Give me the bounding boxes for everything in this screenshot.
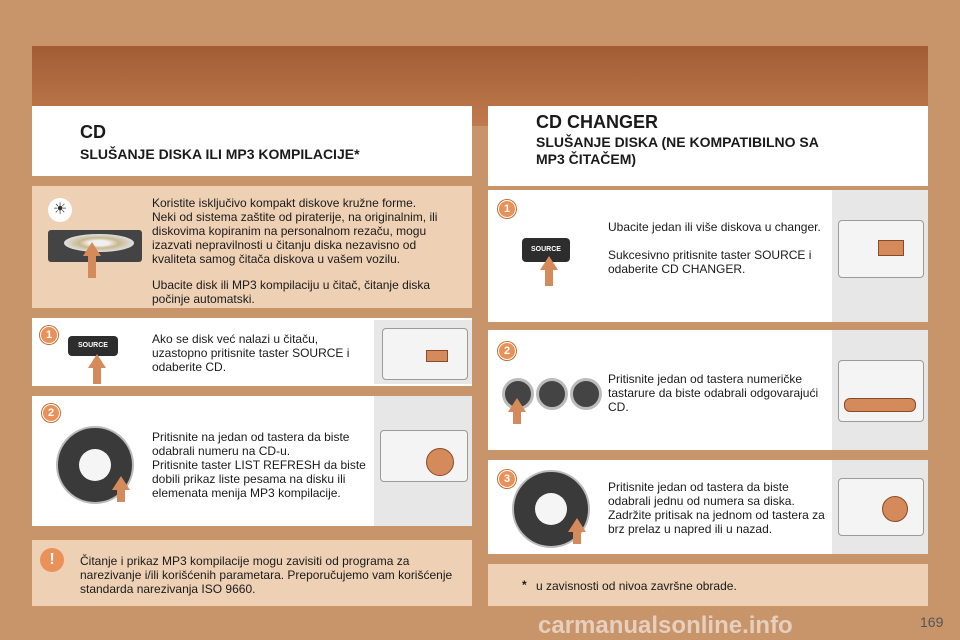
right-title: CD CHANGER <box>536 112 659 132</box>
press-arrow-stem <box>117 490 125 502</box>
press-arrow-icon <box>568 518 586 532</box>
press-arrow-icon <box>112 476 130 490</box>
press-arrow-stem <box>93 368 101 384</box>
step-number-badge: 1 <box>40 326 58 344</box>
source-key-highlight <box>878 240 904 256</box>
press-arrow-stem <box>545 270 553 286</box>
press-arrow-stem <box>513 412 521 424</box>
left-step-1-text: Ako se disk već nalazi u čitaču, uzastopno pritisnite taster SOURCE i odaberite CD. <box>152 332 350 374</box>
warning-panel <box>32 540 472 606</box>
right-step-3-panel <box>488 460 928 554</box>
right-header <box>488 106 928 186</box>
left-step-2-text: Pritisnite na jedan od tastera da biste odabrali numeru na CD-u. Pritisnite taster LIST REFRESH da biste dobili prikaz liste pesama na disku ili elemenata menija MP3 kompilacije. <box>152 430 366 500</box>
insert-arrow-icon <box>83 242 101 256</box>
cd-info-text: Koristite isključivo kompakt diskove kružne forme. Neki od sistema zaštite od piraterije, na originalnim, ili diskovima kopiranim na personalnom rezaču, mogu izazvati nepravilnosti u čitanju diska nezavisno od kvaliteta samog čitača diskova u vašem vozilu. <box>152 196 438 266</box>
warning-text: Čitanje i prikaz MP3 kompilacije mogu zavisiti od programa za narezivanje i/ili korišćenih parametara. Preporučujemo vam korišćenje standarda narezivanja ISO 9660. <box>80 554 453 596</box>
source-button-icon: SOURCE <box>68 336 118 356</box>
radio-unit <box>838 478 924 536</box>
press-arrow-icon <box>508 398 526 412</box>
right-subtitle: SLUŠANJE DISKA (NE KOMPATIBILNO SA MP3 ČITAČEM) <box>536 134 819 167</box>
step-number-badge: 3 <box>498 470 516 488</box>
radio-unit <box>382 328 468 380</box>
watermark: carmanualsonline.info <box>538 612 793 639</box>
step-number-badge: 2 <box>42 404 60 422</box>
radio-source-illustration <box>374 320 472 384</box>
radio-unit <box>380 430 468 482</box>
left-step-1-panel <box>32 318 472 386</box>
radio-numeric-illustration <box>832 330 928 450</box>
right-step-3-text: Pritisnite jedan od tastera da biste odabrali jednu od numera sa diska. Zadržite pritisak na jednom od tastera za brz prelaz u napred ili u nazad. <box>608 480 825 536</box>
right-step-1-panel <box>488 190 928 322</box>
radio-source-illustration <box>832 190 928 322</box>
warning-icon: ! <box>40 548 64 572</box>
cd-info-text-2: Ubacite disk ili MP3 kompilaciju u čitač, čitanje diska počinje automatski. <box>152 278 431 306</box>
radio-unit <box>838 360 924 422</box>
radio-dpad-illustration <box>832 460 928 554</box>
radio-dpad-illustration <box>374 396 472 526</box>
dpad-highlight <box>882 496 908 522</box>
right-step-2-panel <box>488 330 928 450</box>
sun-icon: ☀ <box>48 198 72 222</box>
right-step-2-text: Pritisnite jedan od tastera numeričke tastarure da biste odabrali odgovarajući CD. <box>608 372 819 414</box>
press-arrow-stem <box>573 532 581 544</box>
page-number: 169 <box>920 614 944 630</box>
left-step-2-panel <box>32 396 472 526</box>
numeric-key-icon <box>570 378 602 410</box>
step-number-badge: 1 <box>498 200 516 218</box>
right-step-1-text: Ubacite jedan ili više diskova u changer. Sukcesivno pritisnite taster SOURCE i odaberite CD CHANGER. <box>608 220 821 276</box>
numeric-key-icon <box>536 378 568 410</box>
left-subtitle: SLUŠANJE DISKA ILI MP3 KOMPILACIJE* <box>80 146 360 162</box>
footnote-text: u zavisnosti od nivoa završne obrade. <box>536 579 737 593</box>
left-title: CD <box>80 122 106 142</box>
footnote-panel <box>488 564 928 606</box>
step-number-badge: 2 <box>498 342 516 360</box>
left-header <box>32 106 472 176</box>
cd-info-panel <box>32 186 472 308</box>
source-key-highlight <box>426 350 448 362</box>
dpad-highlight <box>426 448 454 476</box>
footnote-mark: * <box>522 578 527 592</box>
press-arrow-icon <box>88 354 106 368</box>
insert-arrow-stem <box>88 256 96 278</box>
source-button-icon: SOURCE <box>522 238 570 262</box>
numeric-keys-highlight <box>844 398 916 412</box>
press-arrow-icon <box>540 256 558 270</box>
